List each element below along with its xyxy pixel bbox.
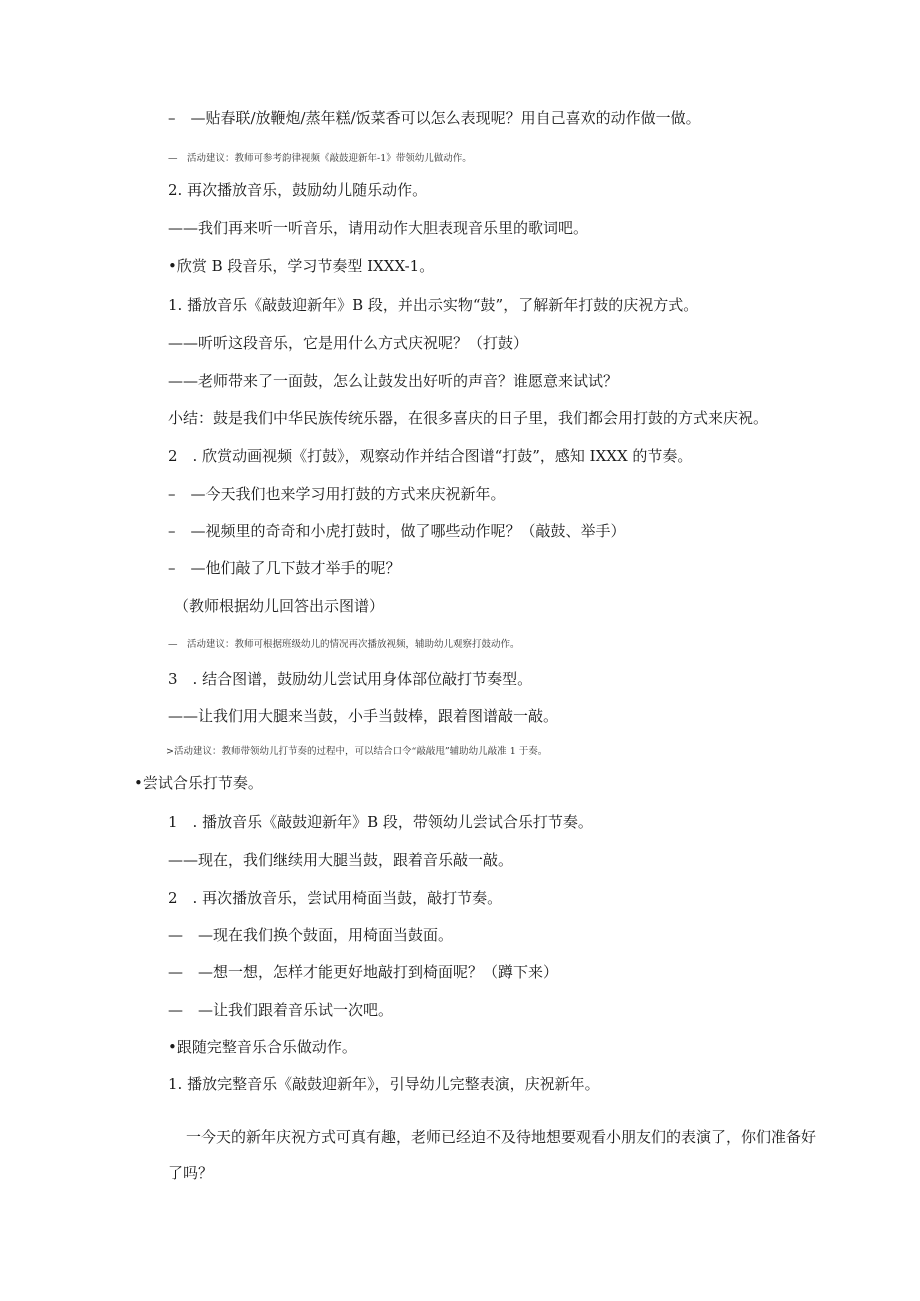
step-heading-r1: 1 . 播放音乐《敲鼓迎新年》B 段，带领幼儿尝试合乐打节奏。 <box>168 813 593 831</box>
text-line-24: — —想一想，怎样才能更好地敲打到椅面呢？（蹲下来） <box>168 963 559 981</box>
closing-paragraph: 一今天的新年庆祝方式可真有趣，老师已经迫不及待地想要观看小朋友们的表演了，你们准备好了吗？ <box>168 1128 817 1182</box>
text-line-17: ——让我们用大腿来当鼓，小手当鼓棒，跟着图谱敲一敲。 <box>168 707 559 725</box>
step-heading-f1: 1. 播放完整音乐《敲鼓迎新年》，引导幼儿完整表演，庆祝新年。 <box>168 1075 600 1093</box>
text-line-25: — —让我们跟着音乐试一次吧。 <box>168 1001 394 1019</box>
activity-tip-1: — 活动建议：教师可参考韵律视频《敲鼓迎新年-1》带领幼儿做动作。 <box>168 153 472 164</box>
section-heading-full: •跟随完整音乐合乐做动作。 <box>168 1038 357 1056</box>
section-heading-rhythm: •尝试合乐打节奏。 <box>134 774 263 792</box>
text-line-4: ——我们再来听一听音乐，请用动作大胆表现音乐里的歌词吧。 <box>168 219 589 237</box>
section-heading-b: •欣赏 B 段音乐，学习节奏型 IXXX-1。 <box>168 257 435 275</box>
text-line-13: – —他们敲了几下鼓才举手的呢？ <box>168 559 401 577</box>
step-heading-r2: 2 . 再次播放音乐，尝试用椅面当鼓，敲打节奏。 <box>168 889 503 907</box>
text-line-21: ——现在，我们继续用大腿当鼓，跟着音乐敲一敲。 <box>168 851 514 869</box>
step-heading-b2: 2 . 欣赏动画视频《打鼓》，观察动作并结合图谱“打鼓”，感知 IXXX 的节奏。 <box>168 447 693 465</box>
text-line-12: – —视频里的奇奇和小虎打鼓时，做了哪些动作呢？（敲鼓、举手） <box>168 522 626 540</box>
activity-tip-2: — 活动建议：教师可根据班级幼儿的情况再次播放视频，辅助幼儿观察打鼓动作。 <box>168 639 520 650</box>
text-line-1: – —贴春联/放鞭炮/蒸年糕/饭菜香可以怎么表现呢？用自己喜欢的动作做一做。 <box>168 109 701 127</box>
activity-tip-3: >活动建议：教师带领幼儿打节奏的过程中，可以结合口令“敲敲甩”辅助幼儿敲准 1 于奏。 <box>166 746 548 757</box>
summary-line: 小结：鼓是我们中华民族传统乐器，在很多喜庆的日子里，我们都会用打鼓的方式来庆祝。 <box>168 409 769 427</box>
step-heading-b1: 1. 播放音乐《敲鼓迎新年》B 段，并出示实物“鼓”，了解新年打鼓的庆祝方式。 <box>168 296 699 314</box>
step-heading-b3: 3 . 结合图谱，鼓励幼儿尝试用身体部位敲打节奏型。 <box>168 670 533 688</box>
teacher-note: （教师根据幼儿回答出示图谱） <box>174 597 385 615</box>
step-heading-2: 2. 再次播放音乐，鼓励幼儿随乐动作。 <box>168 181 428 199</box>
text-line-7: ——听听这段音乐，它是用什么方式庆祝呢？（打鼓） <box>168 334 529 352</box>
text-line-11: – —今天我们也来学习用打鼓的方式来庆祝新年。 <box>168 485 506 503</box>
text-line-23: — —现在我们换个鼓面，用椅面当鼓面。 <box>168 926 454 944</box>
text-line-8: ——老师带来了一面鼓，怎么让鼓发出好听的声音？谁愿意来试试？ <box>168 372 619 390</box>
